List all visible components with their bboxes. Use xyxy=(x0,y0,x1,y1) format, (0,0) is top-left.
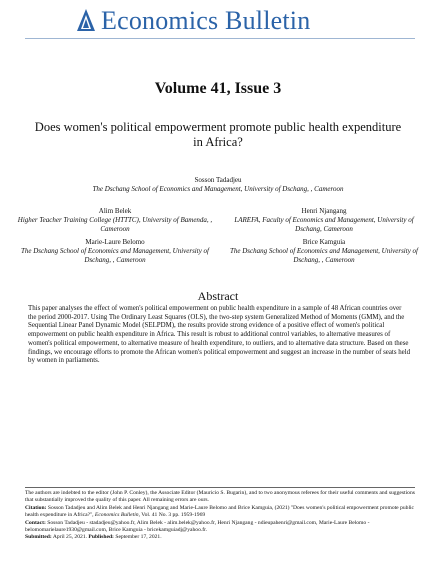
issue-label: Volume 41, Issue 3 xyxy=(154,80,282,97)
citation-line xyxy=(25,505,415,520)
author-affiliation: The Dschang School of Economics and Management, University of Dschang, , Cameroon xyxy=(21,247,209,264)
author-block-left-1 xyxy=(12,207,218,234)
author-block-right-2 xyxy=(222,238,426,265)
abstract-text: This paper analyses the effect of women's political empowerment on public health expenditure in a sample of 48 African countries over the period 2000-2017. Using The Ordinary Least Squares (OLS), the two-step system Generalized Method of Moments (GMM), and the Sequential Linear Panel Dynamic Model (SELPDM), the results provide strong evidence of a positive effect of women's political empowerment on public health expenditure in Africa. This result is robust to additional control variables, to alternative measures of women's political empowerment, to alternative measure of health expenditure, to outliers, and to alternative data structure. Based on these findings, we encourage efforts to promote the African women's political empowerment and suggest an increase in the number of seats held by women in parliaments. xyxy=(28,305,411,365)
author-block-right-1 xyxy=(222,207,426,234)
contact-text: Sosson Tadadjeu - stadadjeu@yahoo.fr, Alim Belek - alim.belek@yahoo.fr, Henri Njangang - ndieupahenri@gmail.com, Marie-Laure Belomo - belomomarielaure1930@gmail.com, Brice Kamguia - bricekamguiadj@yahoo.fr. xyxy=(25,519,370,534)
dates-line xyxy=(25,534,415,541)
published-label: Published: xyxy=(88,534,114,541)
journal-header xyxy=(25,6,415,36)
citation-label: Citation: xyxy=(25,504,47,511)
paper-title: Does women's political empowerment promote public health expenditure in Africa? xyxy=(34,120,402,149)
contact-label: Contact: xyxy=(25,519,46,526)
author-affiliation: The Dschang School of Economics and Management, University of Dschang, , Cameroon xyxy=(230,247,418,264)
citation-text: Sosson Tadadjeu and Alim Belek and Henri Njangang and Marie-Laure Belomo and Brice Kamguia, (2021) ''Does women's political empowerment promote public health expenditure in Africa?'', xyxy=(25,504,415,519)
submitted-label: Submitted: xyxy=(25,534,52,541)
author-affiliation: Higher Teacher Training College (HTTTC), University of Bamenda, , Cameroon xyxy=(17,216,213,233)
footer-divider xyxy=(25,487,415,488)
author-block-main xyxy=(40,176,396,194)
acknowledgement-text: The authors are indebted to the editor (John P. Conley), the Associate Editor (Mauricio S. Bugarin), and to two anonymous referees for their useful comments and suggestions that substantially improved the quality of this paper. All remaining errors are ours. xyxy=(25,490,415,504)
published-date: September 17, 2021. xyxy=(115,534,162,541)
citation-journal: Economics Bulletin xyxy=(94,512,139,519)
author-affiliation: LAREFA, Faculty of Economics and Management, University of Dschang, Cameroon xyxy=(234,216,414,233)
submitted-date: April 25, 2021. xyxy=(52,534,88,541)
contact-line xyxy=(25,520,415,535)
author-name: Alim Belek xyxy=(98,207,132,215)
citation-tail: , Vol. 41 No. 3 pp. 1959-1969 xyxy=(138,512,206,519)
author-block-left-2 xyxy=(12,238,218,265)
author-affiliation: The Dschang School of Economics and Management, University of Dschang, , Cameroon xyxy=(92,185,344,193)
author-name: Brice Kamguia xyxy=(302,238,346,246)
abstract-heading: Abstract xyxy=(197,289,239,303)
author-name: Sosson Tadadjeu xyxy=(194,176,242,184)
journal-logo-icon xyxy=(77,9,95,31)
author-name: Marie-Laure Belomo xyxy=(85,238,145,246)
author-name: Henri Njangang xyxy=(301,207,347,215)
footnote-block xyxy=(25,490,415,542)
journal-name: Economics Bulletin xyxy=(101,6,311,35)
header-divider xyxy=(25,38,415,39)
